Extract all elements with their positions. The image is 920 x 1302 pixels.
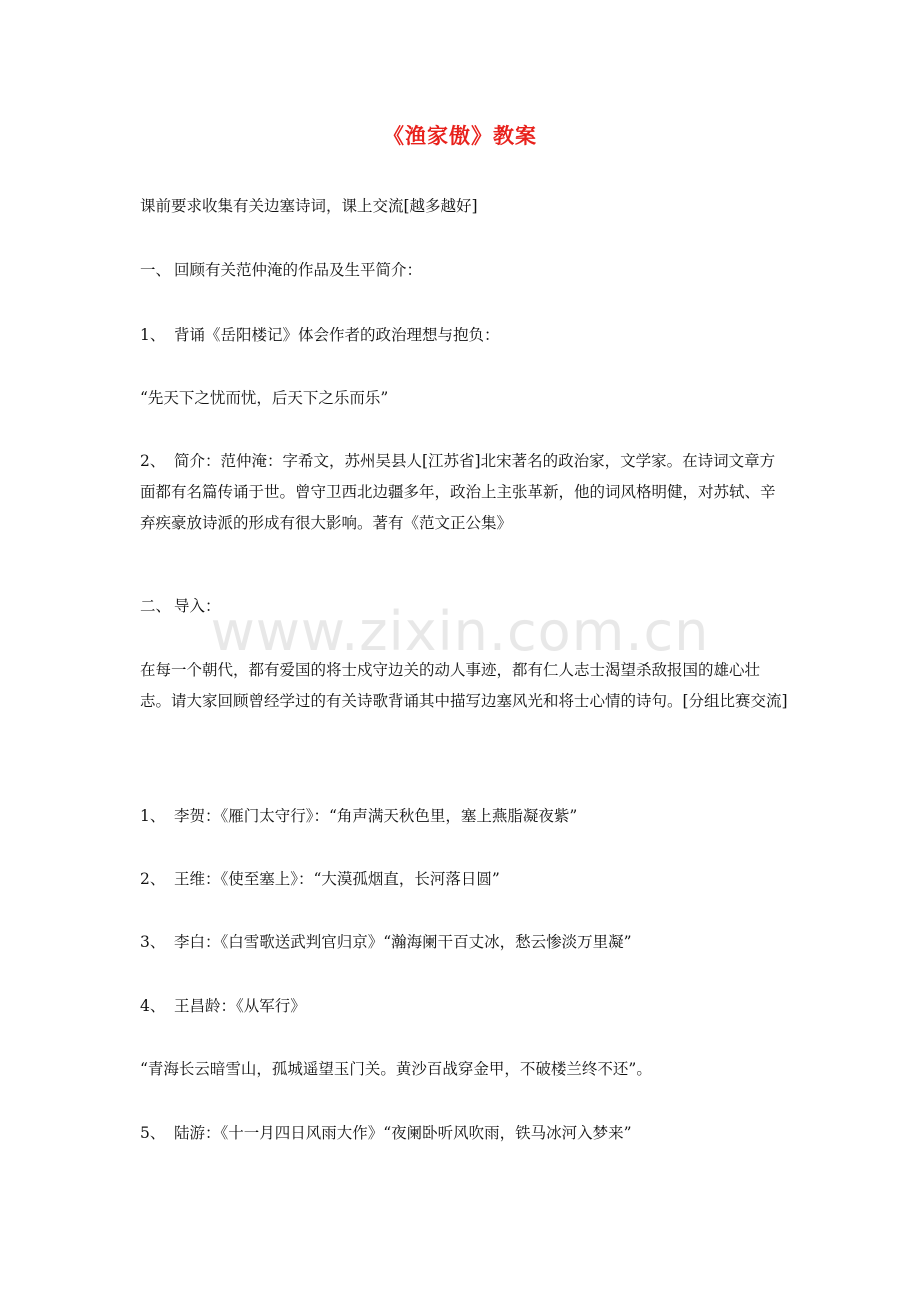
item-1-2 [140, 446, 790, 539]
item-1-1-number: 1、 [140, 326, 166, 344]
section-2-number: 二、 [140, 597, 172, 615]
poem-4-text: 王昌龄：《从军行》 [174, 997, 306, 1015]
item-1-1-text: 背诵《岳阳楼记》体会作者的政治理想与抱负： [174, 326, 500, 344]
quote-4: “青海长云暗雪山，孤城遥望玉门关。黄沙百战穿金甲，不破楼兰终不还”。 [140, 1060, 652, 1078]
section-1-number: 一、 [140, 261, 172, 279]
poem-3 [140, 927, 800, 957]
watermark: www.zixin.com.cn [210, 600, 710, 663]
intro-2-paragraph: 在每一个朝代，都有爱国的将士戍守边关的动人事迹，都有仁人志士渴望杀敌报国的雄心壮志。请大家回顾曾经学过的有关诗歌背诵其中描写边塞风光和将士心情的诗句。[分组比赛交流] [140, 661, 788, 710]
section-2-text: 导入： [174, 597, 221, 615]
quote-1: “先天下之忧而忧，后天下之乐而乐” [140, 389, 389, 407]
section-1-text: 回顾有关范仲淹的作品及生平简介： [174, 261, 423, 279]
poem-4 [140, 991, 800, 1021]
section-2-heading [140, 591, 800, 621]
poem-2-text: 王维：《使至塞上》：“大漠孤烟直，长河落日圆” [174, 870, 500, 888]
item-1-2-text: 简介：范仲淹：字希文，苏州吴县人[江苏省]北宋著名的政治家，文学家。在诗词文章方面都有名篇传诵于世。曾守卫西北边疆多年，政治上主张革新，他的词风格明健，对苏轼、辛弃疾豪放诗派的形成有很大影响。著有《范文正公集》 [140, 452, 776, 532]
poem-1-text: 李贺：《雁门太守行》：“角声满天秋色里，塞上燕脂凝夜紫” [174, 807, 578, 825]
poem-2-number: 2、 [140, 870, 166, 888]
poem-1 [140, 801, 800, 831]
poem-5-number: 5、 [140, 1124, 166, 1142]
document-title: 《渔家傲》教案 [383, 124, 537, 148]
poem-3-text: 李白：《白雪歌送武判官归京》“瀚海阑干百丈冰，愁云惨淡万里凝” [174, 933, 632, 951]
item-1-2-number: 2、 [140, 452, 166, 470]
poem-2 [140, 864, 800, 894]
poem-1-number: 1、 [140, 807, 166, 825]
item-1-1 [140, 320, 800, 350]
section-1-heading [140, 255, 800, 285]
intro-line: 课前要求收集有关边塞诗词，课上交流[越多越好] [140, 197, 478, 215]
poem-5 [140, 1118, 800, 1148]
poem-4-number: 4、 [140, 997, 166, 1015]
poem-3-number: 3、 [140, 933, 166, 951]
poem-5-text: 陆游：《十一月四日风雨大作》“夜阑卧听风吹雨，铁马冰河入梦来” [174, 1124, 632, 1142]
